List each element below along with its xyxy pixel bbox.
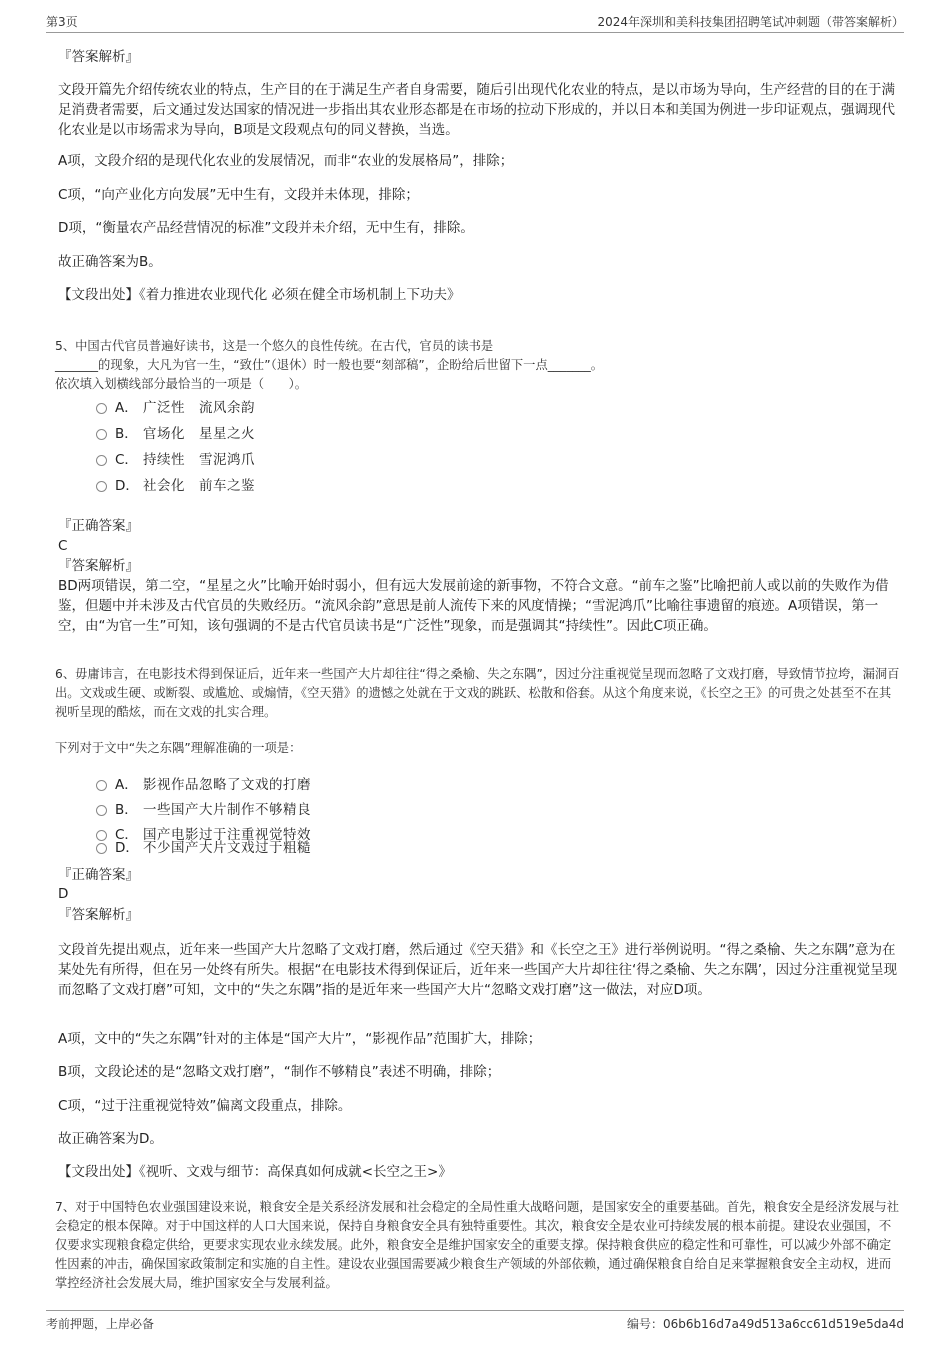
document-title: 2024年深圳和美科技集团招聘笔试冲刺题（带答案解析） — [597, 15, 904, 29]
page-number: 第3页 — [46, 15, 78, 29]
q5-stem-line2: _______的现象，大凡为官一生，“致仕”（退休）时一般也要“刻部稿”，企盼给后世留下一点_______。 — [55, 358, 604, 372]
q4-analysis-paragraph: 文段开篇先介绍传统农业的特点，生产目的在于满足生产者自身需要，随后引出现代化农业的特点，是以市场为导向，生产经营的目的在于满足消费者需要，后文通过发达国家的情况进一步指出其农业形态都是在市场的拉动下形成的，并以日本和美国为例进一步印证观点，强调现代化农业是以市场需求为导向，B项是文段观点句的同义替换，当选。 — [58, 82, 895, 138]
q6-analysis-paragraph: 文段首先提出观点，近年来一些国产大片忽略了文戏打磨，然后通过《空天猎》和《长空之王》进行举例说明。“得之桑榆、失之东隅”意为在某处先有所得，但在另一处终有所失。根据“在电影技术得到保证后，近年来一些国产大片却往往‘得之桑榆、失之东隅’，因过分注重视觉呈现而忽略了文戏打磨”可知，文中的“失之东隅”指的是近年来一些国产大片“忽略文戏打磨”这一做法，对应D项。 — [58, 942, 898, 998]
q5-answer-label: 『正确答案』 — [58, 518, 139, 534]
radio-icon[interactable] — [96, 843, 107, 854]
radio-icon[interactable] — [96, 481, 107, 492]
q6-source: 【文段出处】《视听、文戏与细节：高保真如何成就<长空之王>》 — [58, 1164, 452, 1180]
q5-option-d[interactable]: D． 社会化 前车之鉴 — [96, 476, 255, 496]
radio-icon[interactable] — [96, 429, 107, 440]
q5-option-c[interactable]: C． 持续性 雪泥鸿爪 — [96, 450, 255, 470]
q4-option-c-note: C项，“向产业化方向发展”无中生有，文段并未体现，排除； — [58, 187, 419, 203]
q4-option-d-note: D项，“衡量农产品经营情况的标准”文段并未介绍，无中生有，排除。 — [58, 220, 474, 236]
footer-slogan: 考前押题，上岸必备 — [46, 1317, 155, 1331]
q4-option-a-note: A项，文段介绍的是现代化农业的发展情况，而非“农业的发展格局”，排除； — [58, 153, 514, 169]
document-id: 编号：06b6b16d7a49d513a6cc61d519e5da4d — [626, 1317, 904, 1331]
q6-analysis-label: 『答案解析』 — [58, 907, 139, 923]
q4-source: 【文段出处】《着力推进农业现代化 必须在健全市场机制上下功夫》 — [58, 287, 461, 303]
q5-analysis: BD两项错误，第二空，“星星之火”比喻开始时弱小，但有远大发展前途的新事物，不符合文意。“前车之鉴”比喻把前人或以前的失败作为借鉴，但题中并未涉及古代官员的失败经历。“流风余韵”意思是前人流传下来的风度情操；“雪泥鸿爪”比喻往事遗留的痕迹。A项错误，第一空，由“为官一生”可知，该句强调的不是古代官员读书是“广泛性”现象，而是强调其“持续性”。因此C项正确。 — [58, 578, 889, 634]
q6-option-a[interactable]: A． 影视作品忽略了文戏的打磨 — [96, 775, 311, 795]
q5-analysis-label: 『答案解析』 — [58, 558, 139, 574]
radio-icon[interactable] — [96, 780, 107, 791]
q6-option-d[interactable]: D． 不少国产大片文戏过于粗糙 — [96, 838, 311, 858]
q5-stem-line3: 依次填入划横线部分最恰当的一项是（ ）。 — [55, 377, 308, 391]
q6-option-b[interactable]: B． 一些国产大片制作不够精良 — [96, 800, 311, 820]
q5-stem-line1: 5、中国古代官员普遍好读书，这是一个悠久的良性传统。在古代，官员的读书是 — [55, 339, 494, 353]
radio-icon[interactable] — [96, 455, 107, 466]
q6-option-a-note: A项，文中的“失之东隅”针对的主体是“国产大片”，“影视作品”范围扩大，排除； — [58, 1031, 542, 1047]
q4-conclusion: 故正确答案为B。 — [58, 254, 162, 270]
q5-option-a[interactable]: A． 广泛性 流风余韵 — [96, 398, 255, 418]
q4-analysis-label: 『答案解析』 — [58, 49, 139, 65]
q5-option-b[interactable]: B． 官场化 星星之火 — [96, 424, 255, 444]
radio-icon[interactable] — [96, 805, 107, 816]
q6-answer: D — [58, 886, 69, 902]
header-divider — [46, 32, 904, 33]
q6-prompt: 下列对于文中“失之东隅”理解准确的一项是： — [55, 741, 302, 755]
q6-conclusion: 故正确答案为D。 — [58, 1131, 163, 1147]
q6-stem: 6、毋庸讳言，在电影技术得到保证后，近年来一些国产大片却往往“得之桑榆、失之东隅”，因过分注重视觉呈现而忽略了文戏打磨，导致情节拉垮，漏洞百出。文戏或生硬、或断裂、或尴尬、或煽情，《空天猎》的遗憾之处就在于文戏的跳跃、松散和俗套。从这个角度来说，《长空之王》的可贵之处甚至不在其视听呈现的酷炫，而在文戏的扎实合理。 — [55, 667, 900, 719]
q6-option-b-note: B项，文段论述的是“忽略文戏打磨”，“制作不够精良”表述不明确，排除； — [58, 1064, 501, 1080]
footer-divider — [46, 1310, 904, 1311]
q7-stem: 7、对于中国特色农业强国建设来说，粮食安全是关系经济发展和社会稳定的全局性重大战略问题，是国家安全的重要基础。首先，粮食安全是经济发展与社会稳定的根本保障。对于中国这样的人口大国来说，保持自身粮食安全具有独特重要性。其次，粮食安全是农业可持续发展的根本前提。建设农业强国，不仅要求实现粮食稳定供给，更要求实现农业永续发展。此外，粮食安全是维护国家安全的重要支撑。保持粮食供应的稳定性和可靠性，可以减少外部不确定性因素的冲击，确保国家政策制定和实施的自主性。建设农业强国需要减少粮食生产领域的外部依赖，通过确保粮食自给自足来掌握粮食安全主动权，进而掌控经济社会发展大局，维护国家安全与发展利益。 — [55, 1200, 900, 1290]
radio-icon[interactable] — [96, 403, 107, 414]
q6-option-c-note: C项，“过于注重视觉特效”偏离文段重点，排除。 — [58, 1098, 352, 1114]
q5-answer: C — [58, 538, 68, 554]
q6-answer-label: 『正确答案』 — [58, 867, 139, 883]
q6-option-c[interactable]: C． 国产电影过于注重视觉特效 — [96, 825, 311, 845]
